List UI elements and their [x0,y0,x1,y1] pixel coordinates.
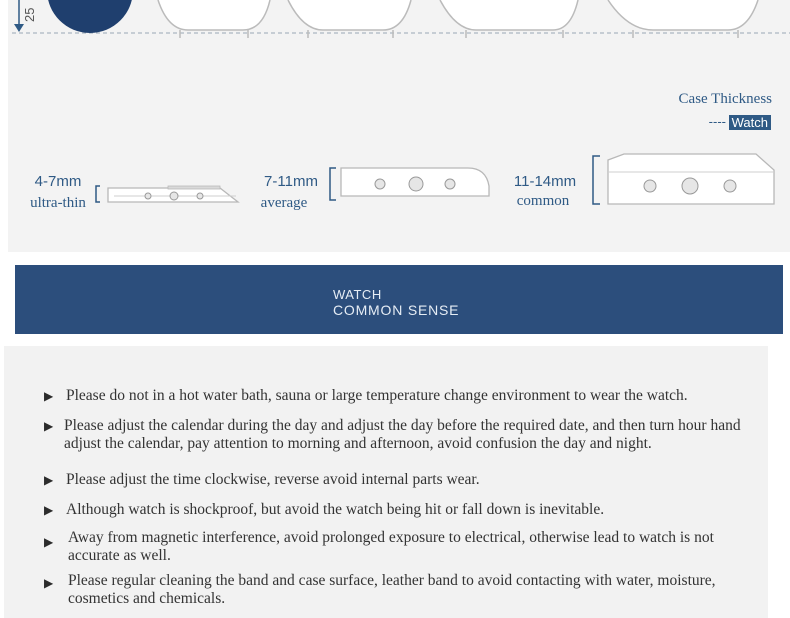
size-range-ultra-thin: 4-7mm [34,173,82,190]
tip-text: Please regular cleaning the band and case surface, leather band to avoid contacting with water, moisture, cosmetics and chemicals. [68,572,716,607]
case-thickness-panel [8,0,790,252]
play-arrow-icon: ▶ [44,535,54,549]
side-measure-label: 25 [22,7,37,22]
legend-dash: ---- [708,114,726,129]
watch-outline-2 [288,0,411,30]
watch-outline-3 [440,0,578,30]
tip-text: Please do not in a hot water bath, sauna or large temperature change environment to wear the watch. [66,387,688,404]
case-thickness-title: Case Thickness [678,91,772,107]
bracket-common [593,156,600,204]
watch-outline-1 [158,0,270,30]
size-label-common: common [516,193,570,209]
play-arrow-icon: ▶ [44,419,54,433]
size-label-average: average [260,195,308,211]
brand-circle [47,0,133,33]
play-arrow-icon: ▶ [44,389,54,403]
banner-title-line2: COMMON SENSE [333,302,460,318]
banner-title-line1: WATCH [333,287,382,302]
down-arrow-head [14,24,24,32]
play-arrow-icon: ▶ [44,576,54,590]
size-label-ultra-thin: ultra-thin [30,195,86,211]
watch-illustrations [8,0,790,252]
tip-text: Please adjust the time clockwise, reverse avoid internal parts wear. [66,471,480,488]
tips-panel [4,346,768,618]
play-arrow-icon: ▶ [44,473,54,487]
size-range-common: 11-14mm [513,173,577,190]
tip-text: Away from magnetic interference, avoid prolonged exposure to electrical, otherwise lead to watch is not accurate as well. [68,529,714,564]
tip-text: Please adjust the calendar during the day and adjust the day before the required date, and then turn hour hand adjust the calendar, pay attention to morning and afternoon, avoid confusion the day and night. [64,417,741,452]
watch-legend-tag: Watch [729,115,771,130]
size-range-average: 7-11mm [264,173,318,190]
play-arrow-icon: ▶ [44,503,54,517]
common-sense-banner [15,265,783,334]
tip-text: Although watch is shockproof, but avoid the watch being hit or fall down is inevitable. [66,501,605,518]
watch-outline-4 [608,0,758,30]
